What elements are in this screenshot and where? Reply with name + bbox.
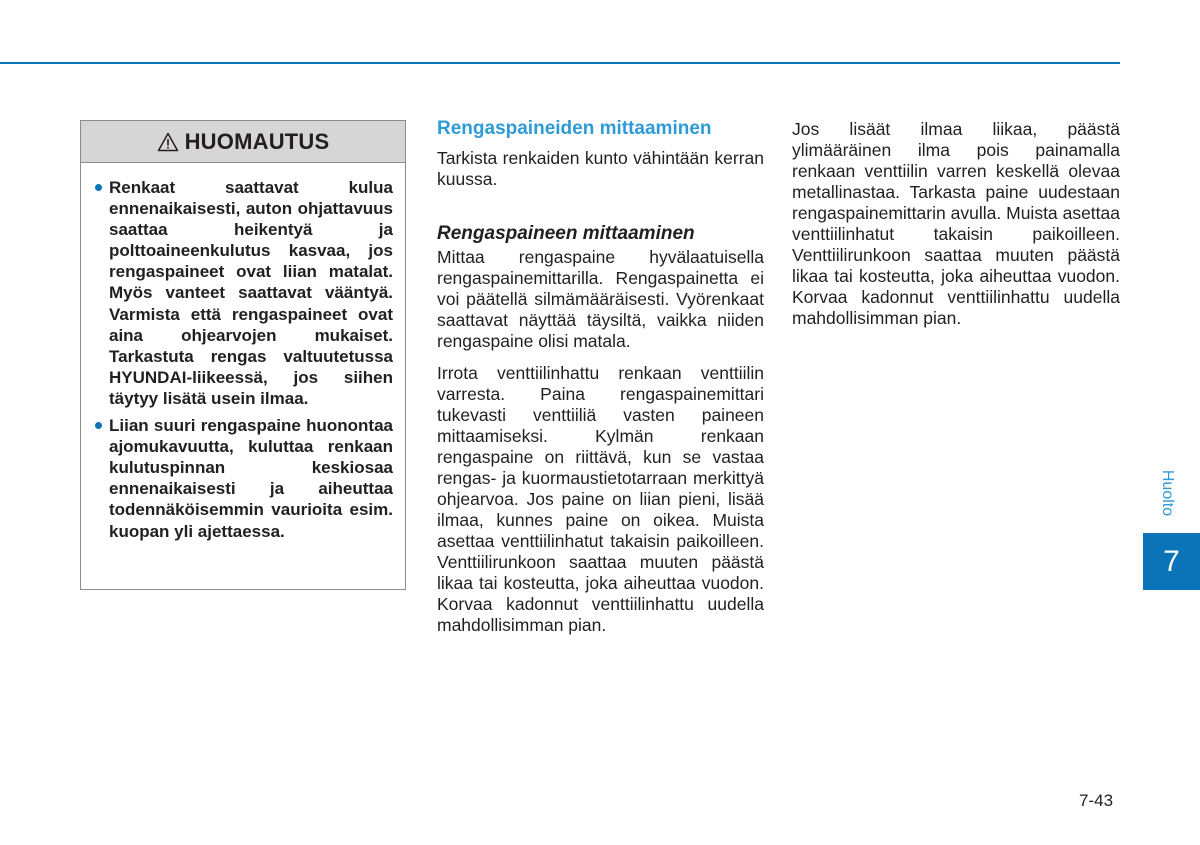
column-right: [792, 119, 1120, 329]
body-paragraph: Mittaa rengaspaine hyvälaatuisella rengaspainemittarilla. Rengaspainetta ei voi päätellä silmämääräisesti. Vyörenkaat saattavat näyttää täysiltä, vaikka niiden rengaspaine olisi matala.: [437, 247, 764, 351]
notice-item: [95, 415, 393, 542]
chapter-label-text: Huolto: [1159, 469, 1176, 516]
section-heading: Rengaspaineiden mittaaminen: [437, 118, 712, 139]
chapter-tab: 7: [1143, 533, 1200, 590]
body-paragraph: Jos lisäät ilmaa liikaa, päästä ylimääräinen ilma pois painamalla renkaan venttiilin varren keskellä olevaa metallinastaa. Tarkasta paine uudestaan rengaspainemittarin avulla. Muista asettaa venttiilinhatut takaisin paikoilleen. Venttiilirunkoon saattaa muuten päästä likaa tai kosteutta, joka aiheuttaa vuodon. Korvaa kadonnut venttiilinhattu uudella mahdollisimman pian.: [792, 119, 1120, 328]
notice-list: [81, 163, 405, 542]
warning-triangle-icon: [157, 132, 179, 152]
top-rule: [0, 62, 1120, 64]
body-paragraph: Irrota venttiilinhattu renkaan venttiilin varresta. Paina rengaspainemittari tukevasti venttiiliä vasten paineen mittaamiseksi. Kylmän renkaan rengaspaine on riittävä, kun se vastaa rengas- ja kuormaustietotarraan merkittyä ohjearvoa. Jos paine on liian pieni, lisää ilmaa, kunnes paine on oikea. Muista asettaa venttiilinhatut takaisin paikoilleen. Venttiilirunkoon saattaa muuten päästä likaa tai kosteutta, joka aiheuttaa vuodon. Korvaa kadonnut venttiilinhattu uudella mahdollisimman pian.: [437, 363, 764, 635]
notice-item: [95, 177, 393, 409]
column-middle: [437, 117, 764, 636]
notice-header: [81, 121, 405, 163]
bullet-icon: [95, 422, 102, 429]
sub-heading: Rengaspaineen mittaaminen: [437, 223, 695, 244]
notice-title: HUOMAUTUS: [184, 128, 330, 154]
notice-box: [80, 120, 406, 590]
page-number: 7-43: [1079, 791, 1114, 810]
intro-paragraph: Tarkista renkaiden kunto vähintään kerran kuussa.: [437, 148, 764, 189]
notice-item-text: Renkaat saattavat kulua ennenaikaisesti, auton ohjattavuus saattaa heikentyä ja polttoaineenkulutus kasvaa, jos rengaspaineet ovat liian matalat. Myös vanteet saattavat vääntyä. Varmista että rengaspaineet ovat aina ohjearvojen mukaiset. Tarkastuta rengas valtuutetussa HYUNDAI-liikeessä, jos siihen täytyy lisätä usein ilmaa.: [109, 178, 393, 408]
bullet-icon: [95, 184, 102, 191]
notice-item-text: Liian suuri rengaspaine huonontaa ajomukavuutta, kuluttaa renkaan kulutuspinnan keskiosaa ennenaikaisesti ja aiheuttaa todennäköisemmin vaurioita esim. kuopan yli ajettaessa.: [109, 416, 393, 541]
chapter-label: [1147, 455, 1187, 530]
